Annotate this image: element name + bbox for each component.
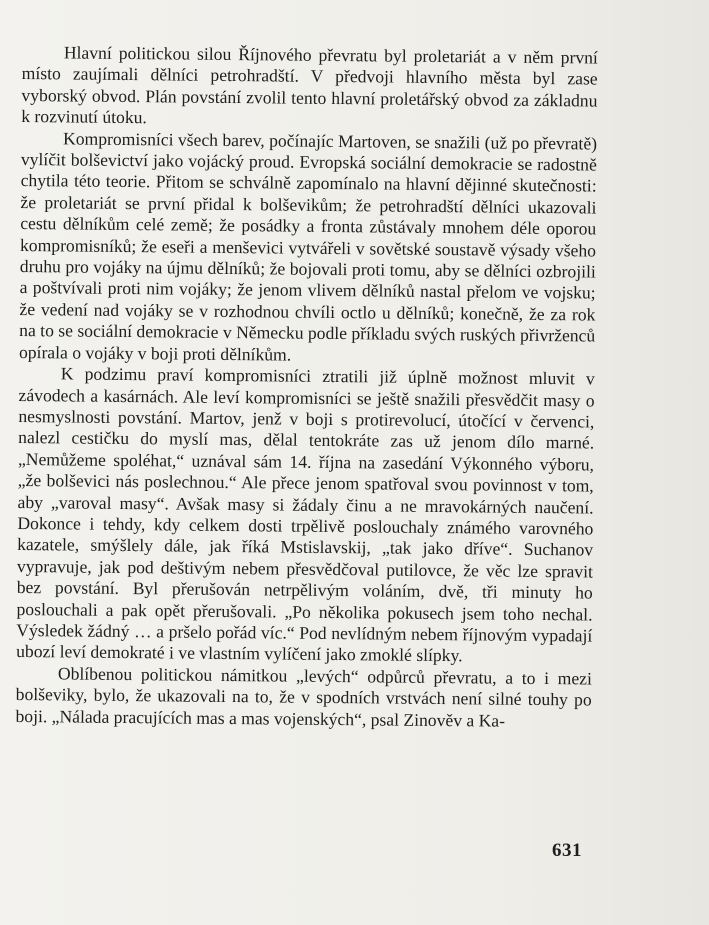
body-text: [15, 42, 598, 732]
paragraph: Oblíbenou politickou námitkou „levých“ odpůrců převratu, a to i mezi bolševiky, bylo, že ukazovali na to, že v spodních vrstvách není silné touhy po boji. „Nálada pracujících mas a mas vojenských“, psal Zinověv a Ka-: [15, 663, 593, 731]
paragraph: Kompromisníci všech barev, počínajíc Martoven, se snažili (už po převratě) vylíčit bolševictví jako vojácký proud. Evropská sociální demokracie se radostně chytila této teorie. Přitom se schválně zapomínalo na hlavní dějinné skutečnosti: že proletariát se první přidal k bolševikům; že petrohradští dělníci ukazovali cestu dělníkům celé země; že posádky a fronta zůstávaly mnohem déle oporou kompromisníků; že eseři a menševici vytvářeli v sovětské soustavě výsady všeho druhu pro vojáky na újmu dělníků; že bojovali proti tomu, aby se dělníci ozbrojili a poštvívali proti nim vojáky; že jenom vlivem dělníků nastal přelom ve vojsku; že vedení nad vojáky se v rozhodnou chvíli octlo u dělníků; konečně, že za rok na to se sociální demokracie v Německu podle příkladu svých ruských přivrženců opírala o vojáky v boji proti dělníkům.: [18, 128, 598, 365]
page-number: 631: [552, 840, 582, 861]
paragraph: Hlavní politickou silou Říjnového převratu byl proletariát a v něm první místo zaujímali dělníci petrohradští. V předvoji hlavního města byl zase vyborský obvod. Plán povstání zvolil tento hlavní proletářský obvod za základnu k rozvinutí útoku.: [21, 42, 598, 128]
paragraph: K podzimu praví kompromisníci ztratili již úplně možnost mluvit v závodech a kasárnách. Ale leví kompromisníci se ještě snažili přesvědčit masy o nesmyslnosti povstání. Martov, jenž v boji s protirevolucí, útočící v červenci, nalezl cestičku do myslí mas, dělal tentokráte zas už jenom dílo marné. „Nemůžeme spoléhat,“ uznával sám 14. října na zasedání Výkonného výboru, „že bolševici nás poslechnou.“ Ale přece jenom spatřoval svou povinnost v tom, aby „varoval masy“. Avšak masy si žádaly činu a ne mravokárných naučení. Dokonce i tehdy, kdy celkem dosti trpělivě poslouchaly známého varovného kazatele, smýšlely dále, jak říká Mstislavskij, „tak jako dříve“. Suchanov vypravuje, jak pod deštivým nebem přesvědčoval putilovce, že věc lze spravit bez povstání. Byl přerušován netrpělivým voláním, dvě, tři minuty ho poslouchali a pak opět přerušovali. „Po několika pokusech jsem toho nechal. Výsledek žádný … a pršelo pořád víc.“ Pod nevlídným nebem říjnovým vypadají ubozí leví demokraté i ve vlastním vylíčení jako zmoklé slípky.: [16, 363, 595, 666]
